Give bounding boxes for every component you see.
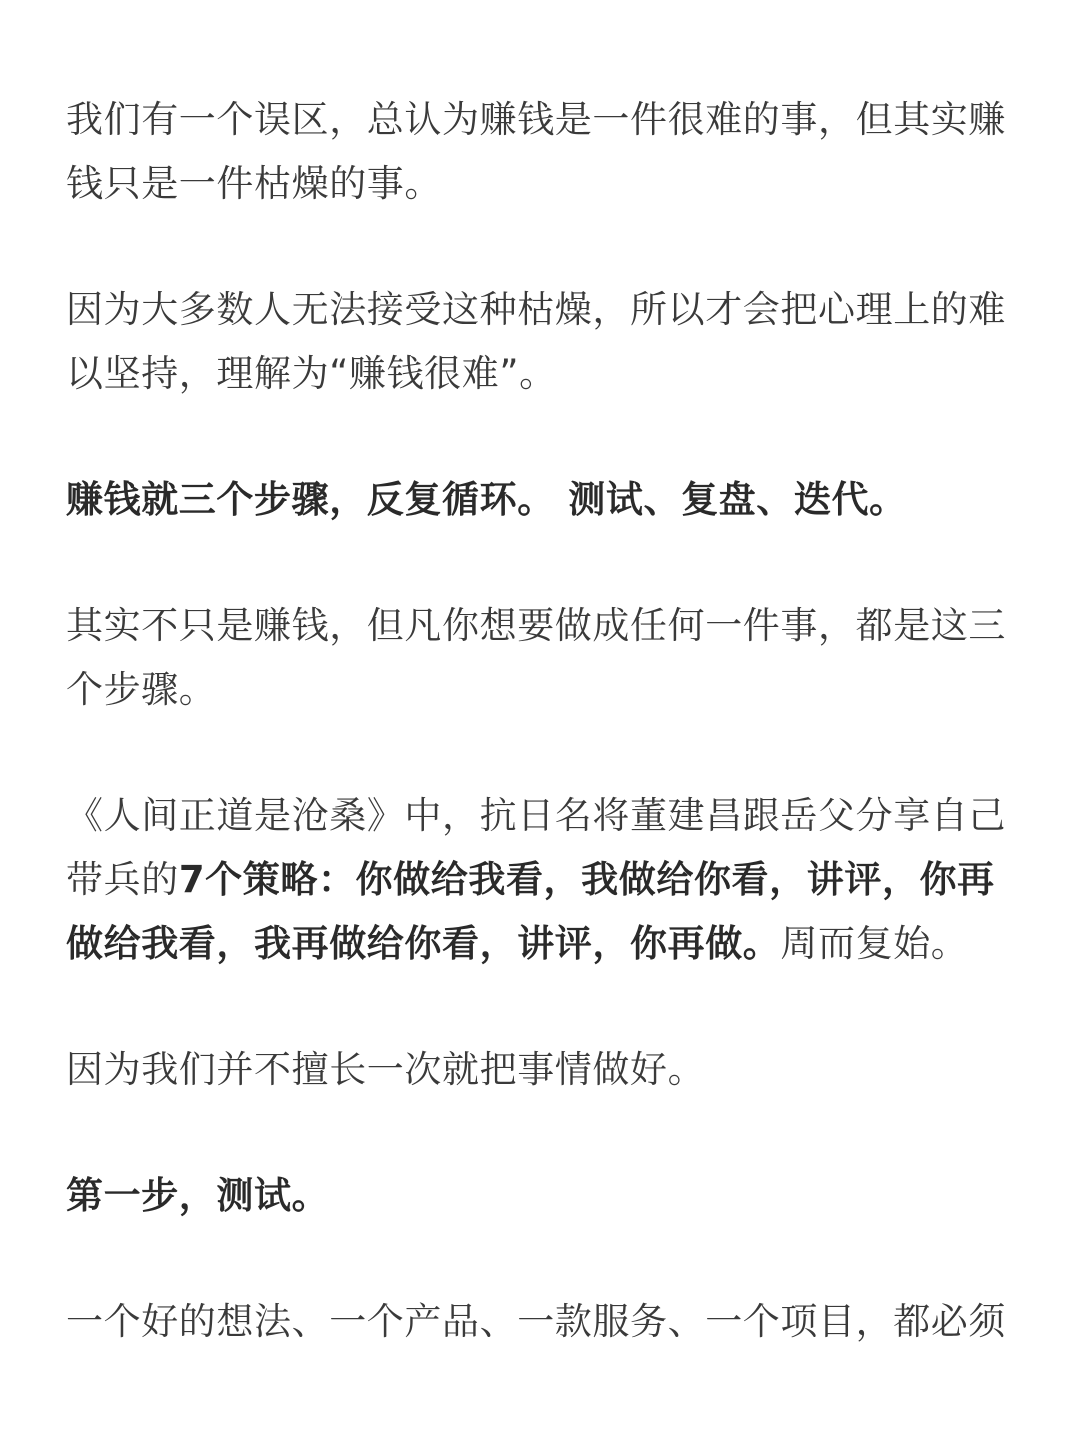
- paragraph-2: 因为大多数人无法接受这种枯燥，所以才会把心理上的难以坚持，理解为“赚钱很难”。: [66, 288, 1006, 395]
- paragraph-1: 我们有一个误区，总认为赚钱是一件很难的事，但其实赚钱只是一件枯燥的事。: [66, 98, 1006, 205]
- step-one-heading: 第一步，测试。: [66, 1174, 330, 1217]
- paragraph-3-heading: 赚钱就三个步骤，反复循环。 测试、复盘、迭代。: [66, 478, 907, 521]
- paragraph-8: 一个好的想法、一个产品、一款服务、一个项目，都必须: [66, 1300, 1006, 1343]
- paragraph-5: [66, 784, 1016, 976]
- paragraph-5-outro: 周而复始。: [780, 922, 969, 965]
- paragraph-6: 因为我们并不擅长一次就把事情做好。: [66, 1048, 706, 1091]
- paragraph-4: 其实不只是赚钱，但凡你想要做成任何一件事，都是这三个步骤。: [66, 604, 1006, 711]
- paragraph-5-strategy-bold: 7个策略：你做给我看，我做给你看，讲评，你再做给我看，我再做给你看，讲评，你再做。: [66, 858, 995, 965]
- paragraph-5-intro: 《人间正道是沧桑》中，抗日名将董建昌跟岳父分享自己带兵的: [66, 794, 1006, 901]
